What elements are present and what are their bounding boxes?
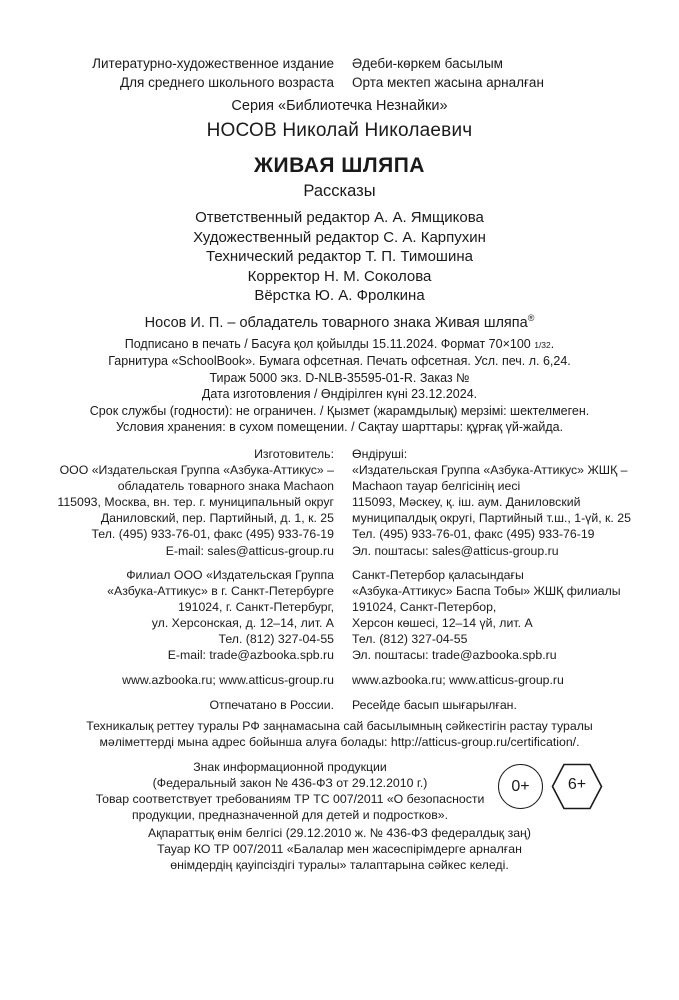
age-group-ru: Для среднего школьного возраста [119, 75, 334, 90]
age-badge-hexagon-label: 6+ [567, 776, 587, 793]
book-subtitle: Рассказы [303, 182, 376, 200]
credit-line: Художественный редактор С. А. Карпухин [193, 228, 486, 246]
credits-block [0, 208, 679, 306]
websites-kz: www.azbooka.ru; www.atticus-group.ru [352, 673, 564, 687]
book-title: ЖИВАЯ ШЛЯПА [254, 154, 425, 177]
credit-line: Вёрстка Ю. А. Фролкина [254, 287, 425, 304]
print-info-line: Гарнитура «SchoolBook». Бумага офсетная. Печать офсетная. Усл. печ. л. 6,24. [108, 354, 571, 369]
trademark-text: Носов И. П. – обладатель товарного знака Живая шляпа [144, 314, 528, 331]
manufacturer-kz: Өндіруші: «Издательская Группа «Азбука-Аттикус» ЖШҚ – Machaon тауар белгісінің иесі 115093, Мәскеу, қ. іш. аум. Даниловский муниципалдық округі, Партийный т.ш., 1-үй, к. 25 Тел. (495) 933-76-01, факс (495) 933-76-19 Эл. поштасы: sales@atticus-group.ru [352, 447, 631, 558]
email-kz: Эл. поштасы: sales@atticus-group.ru [352, 543, 559, 558]
age-badge-hexagon [551, 763, 603, 810]
author-name: НОСОВ Николай Николаевич [206, 120, 473, 141]
credit-line: Технический редактор Т. П. Тимошина [206, 248, 473, 265]
print-info-line: Условия хранения: в сухом помещении. / Сақтау шарттары: құрғақ үй-жайда. [115, 420, 564, 435]
branch-kz: Санкт-Петербор қаласындағы «Азбука-Аттикус» Баспа Тобы» ЖШҚ филиалы 191024, Санкт-Петербор, Херсон көшесі, 12–14 үй, лит. А Тел. (812) 327-04-55 Эл. поштасы: trade@azbooka.spb.ru [352, 568, 621, 663]
trademark-line [0, 313, 679, 331]
email-ru: E-mail: sales@atticus-group.ru [165, 543, 334, 558]
websites-ru: www.azbooka.ru; www.atticus-group.ru [122, 673, 334, 687]
edition-type-ru: Литературно-художественное издание [92, 56, 334, 71]
format-fraction: 1/32 [534, 340, 551, 350]
printed-in-ru: Отпечатано в России. [209, 698, 334, 712]
manufacturer-ru: Изготовитель: ООО «Издательская Группа «Азбука-Аттикус» – обладатель товарного знака Machaon 115093, Москва, вн. тер. г. муниципальный округ Даниловский, пер. Партийный, д. 1, к. 25 Тел. (495) 933-76-01, факс (495) 933-76-19 E-mail: sales@atticus-group.ru [57, 447, 334, 558]
age-badge-circle: 0+ [498, 764, 543, 809]
print-info [0, 336, 679, 435]
registered-mark: ® [527, 313, 535, 323]
print-info-line: Тираж 5000 экз. D-NLB-35595-01-R. Заказ № [209, 370, 470, 385]
branch-ru: Филиал ООО «Издательская Группа «Азбука-Аттикус» в г. Санкт-Петербурге 191024, г. Санкт-Петербург, ул. Херсонская, д. 12–14, лит. А Тел. (812) 327-04-55 E-mail: trade@azbooka.spb.ru [107, 568, 334, 663]
print-info-line: Дата изготовления / Өндірілген күні 23.12.2024. [201, 387, 478, 402]
printed-in-kz: Ресейде басып шығарылған. [352, 698, 517, 712]
age-group-kz: Орта мектеп жасына арналған [352, 75, 544, 90]
info-mark-kz: Ақпараттық өнім белгісі (29.12.2010 ж. № 436-ФЗ федералдық заң) Тауар КО ТР 007/2011 «Балалар мен жасөспірімдерге арналған өнімдердің қауіпсіздігі туралы» талаптарына сәйкес келеді. [148, 826, 531, 873]
series-line: Серия «Библиотечка Незнайки» [231, 98, 448, 114]
credit-line: Корректор Н. М. Соколова [247, 267, 432, 285]
info-mark-ru: Знак информационной продукции (Федеральный закон № 436-ФЗ от 29.12.2010 г.) Товар соответствует требованиям ТР ТС 007/2011 «О безопасности продукции, предназначенной для детей и подростков». [95, 760, 485, 823]
print-info-line: Подписано в печать / Басуға қол қойылды 15.11.2024. Формат 70×100 1/32. [124, 337, 555, 351]
certification-note: Техникалық реттеу туралы РФ заңнамасына сай басылымның сәйкестігін растау туралы мәліметтерді мына адрес бойынша алуға болады: http://atticus-group.ru/certification/. [86, 719, 593, 750]
print-info-line: Срок службы (годности): не ограничен. / Қызмет (жарамдылық) мерзімі: шектелмеген. [89, 403, 590, 418]
edition-type-kz: Әдеби-көркем басылым [352, 56, 503, 71]
credit-line: Ответственный редактор А. А. Ямщикова [195, 209, 484, 226]
